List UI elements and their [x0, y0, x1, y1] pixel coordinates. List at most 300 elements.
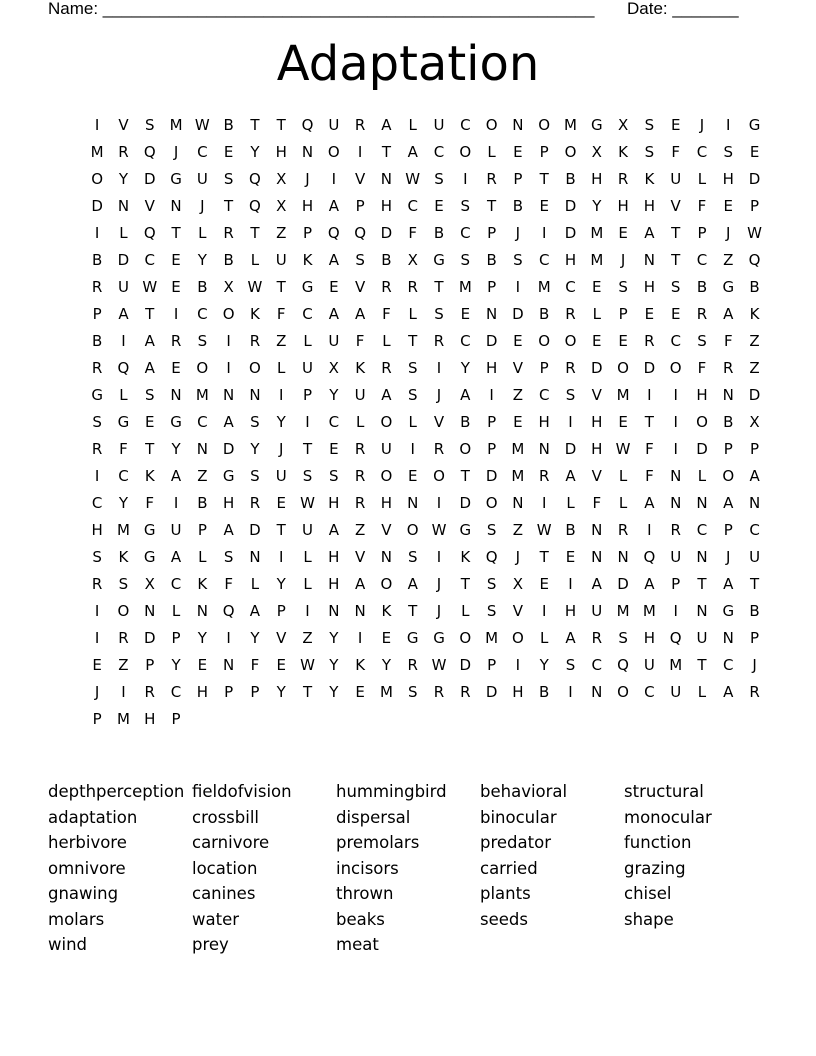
grid-letter: S	[618, 629, 628, 647]
grid-letter: L	[408, 305, 417, 323]
grid-letter: F	[697, 197, 707, 215]
grid-letter: H	[380, 197, 393, 215]
grid-letter: N	[301, 143, 314, 161]
grid-letter: S	[302, 467, 313, 485]
grid-letter: S	[144, 116, 155, 134]
grid-letter: K	[144, 467, 155, 485]
grid-letter: K	[618, 143, 628, 161]
grid-letter: O	[459, 143, 472, 161]
grid-letter: D	[564, 224, 577, 242]
grid-letter: X	[223, 278, 234, 296]
grid-letter: R	[644, 332, 655, 350]
grid-letter: S	[565, 656, 576, 674]
grid-letter: U	[591, 602, 603, 620]
grid-letter: S	[223, 170, 234, 188]
grid-letter: P	[197, 521, 207, 539]
grid-letter: I	[673, 602, 678, 620]
word-bank-item: seeds	[480, 909, 528, 929]
grid-letter: P	[276, 602, 286, 620]
grid-letter: T	[224, 197, 234, 215]
grid-letter: I	[568, 413, 573, 431]
grid-letter: I	[94, 602, 100, 620]
grid-letter: B	[433, 224, 445, 242]
grid-letter: E	[565, 548, 576, 566]
grid-letter: X	[512, 575, 524, 593]
grid-letter: P	[145, 656, 155, 674]
grid-letter: T	[171, 224, 181, 242]
grid-letter: A	[354, 575, 366, 593]
grid-letter: M	[511, 440, 525, 458]
grid-letter: O	[459, 440, 472, 458]
grid-letter: H	[643, 197, 656, 215]
grid-letter: G	[433, 629, 445, 647]
grid-letter: R	[749, 683, 760, 701]
grid-letter: V	[512, 602, 524, 620]
grid-letter: O	[249, 359, 261, 377]
grid-letter: S	[118, 575, 129, 593]
grid-letter: N	[380, 548, 393, 566]
word-bank-item: plants	[480, 884, 531, 903]
grid-letter: H	[591, 170, 603, 188]
grid-letter: T	[697, 575, 707, 593]
grid-letter: R	[354, 494, 366, 512]
grid-letter: M	[485, 629, 499, 647]
grid-letter: U	[749, 548, 761, 566]
grid-letter: C	[460, 224, 471, 242]
grid-letter: F	[250, 656, 260, 674]
grid-letter: B	[197, 494, 208, 512]
grid-letter: W	[194, 116, 210, 134]
grid-letter: Z	[723, 251, 734, 269]
grid-letter: H	[591, 413, 603, 431]
grid-letter: G	[222, 467, 235, 485]
grid-letter: I	[673, 440, 678, 458]
grid-letter: S	[144, 386, 155, 404]
grid-letter: C	[460, 116, 471, 134]
grid-letter: E	[670, 116, 681, 134]
grid-letter: D	[91, 197, 103, 215]
grid-letter: Y	[460, 359, 470, 377]
grid-letter: X	[407, 251, 418, 269]
grid-letter: I	[305, 413, 310, 431]
grid-letter: I	[647, 521, 652, 539]
word-bank-item: beaks	[336, 909, 385, 929]
grid-letter: C	[696, 143, 708, 161]
grid-letter: I	[94, 629, 100, 647]
grid-letter: S	[92, 548, 102, 566]
grid-letter: M	[642, 602, 656, 620]
grid-letter: O	[564, 143, 577, 161]
grid-letter: C	[170, 683, 182, 701]
grid-letter: C	[197, 305, 208, 323]
grid-letter: D	[485, 683, 498, 701]
grid-letter: T	[749, 575, 760, 593]
grid-letter: L	[540, 629, 549, 647]
grid-letter: N	[196, 602, 208, 620]
grid-letter: Q	[117, 359, 130, 377]
grid-letter: E	[539, 197, 549, 215]
grid-letter: K	[644, 170, 655, 188]
grid-letter: C	[644, 683, 655, 701]
grid-letter: S	[486, 521, 497, 539]
grid-letter: R	[538, 467, 550, 485]
grid-letter: Y	[276, 683, 286, 701]
grid-letter: Z	[749, 332, 760, 350]
grid-letter: B	[749, 278, 760, 296]
grid-letter: O	[538, 332, 551, 350]
grid-letter: Q	[643, 548, 656, 566]
grid-letter: I	[515, 656, 521, 674]
grid-letter: N	[591, 521, 603, 539]
grid-letter: R	[249, 332, 261, 350]
grid-letter: R	[407, 656, 418, 674]
grid-letter: O	[91, 170, 104, 188]
grid-letter: R	[433, 440, 445, 458]
grid-letter: D	[485, 467, 498, 485]
grid-letter: I	[331, 170, 337, 188]
grid-letter: Q	[327, 224, 340, 242]
grid-letter: I	[515, 278, 521, 296]
grid-letter: L	[119, 386, 128, 404]
grid-letter: E	[329, 278, 339, 296]
grid-letter: O	[459, 629, 472, 647]
grid-letter: A	[591, 575, 602, 593]
grid-letter: C	[328, 413, 340, 431]
grid-letter: A	[381, 116, 392, 134]
grid-letter: I	[410, 440, 415, 458]
grid-letter: H	[538, 413, 550, 431]
grid-letter: Q	[485, 548, 498, 566]
grid-letter: A	[118, 305, 129, 323]
word-bank-item: behavioral	[480, 782, 568, 801]
grid-letter: O	[406, 521, 419, 539]
grid-letter: A	[223, 413, 234, 431]
grid-letter: R	[460, 683, 471, 701]
grid-letter: S	[250, 413, 260, 431]
grid-letter: L	[408, 116, 417, 134]
word-bank-item: binocular	[480, 807, 557, 827]
grid-letter: T	[644, 413, 654, 431]
grid-letter: J	[200, 197, 205, 215]
grid-letter: G	[117, 413, 130, 431]
grid-letter: O	[327, 143, 340, 161]
grid-letter: F	[671, 143, 680, 161]
word-bank-item: predator	[480, 833, 551, 852]
grid-letter: I	[305, 602, 310, 620]
grid-letter: I	[541, 602, 547, 620]
grid-letter: A	[249, 602, 261, 620]
grid-letter: E	[381, 629, 392, 647]
grid-letter: A	[170, 467, 182, 485]
grid-letter: F	[382, 305, 391, 323]
word-bank-item: function	[624, 833, 692, 852]
grid-letter: H	[722, 170, 734, 188]
grid-letter: B	[723, 413, 734, 431]
grid-letter: S	[670, 278, 681, 296]
grid-letter: Y	[276, 413, 286, 431]
grid-letter: N	[223, 656, 235, 674]
grid-letter: Z	[512, 521, 524, 539]
grid-letter: O	[617, 683, 629, 701]
grid-letter: N	[117, 197, 130, 215]
grid-letter: T	[671, 224, 681, 242]
grid-letter: N	[696, 494, 708, 512]
grid-letter: P	[487, 440, 497, 458]
grid-letter: J	[726, 548, 731, 566]
grid-letter: N	[328, 602, 340, 620]
grid-letter: J	[436, 386, 442, 404]
grid-letter: U	[670, 170, 682, 188]
word-bank-item: herbivore	[48, 833, 127, 852]
grid-letter: N	[144, 602, 156, 620]
grid-letter: U	[302, 521, 314, 539]
grid-letter: S	[407, 386, 418, 404]
grid-letter: W	[747, 224, 762, 242]
grid-letter: N	[170, 386, 182, 404]
grid-letter: V	[381, 521, 392, 539]
grid-letter: E	[513, 143, 523, 161]
grid-letter: M	[616, 386, 630, 404]
grid-letter: K	[381, 602, 392, 620]
grid-letter: I	[94, 467, 100, 485]
grid-letter: O	[380, 467, 393, 485]
grid-letter: N	[696, 548, 708, 566]
grid-letter: S	[486, 575, 497, 593]
grid-letter: L	[355, 413, 365, 431]
grid-letter: V	[591, 386, 602, 404]
grid-letter: E	[171, 251, 181, 269]
grid-letter: E	[171, 278, 181, 296]
grid-letter: O	[564, 332, 577, 350]
grid-letter: X	[144, 575, 155, 593]
grid-letter: Y	[171, 656, 181, 674]
grid-letter: P	[618, 305, 628, 323]
grid-letter: B	[512, 197, 524, 215]
grid-letter: H	[301, 197, 314, 215]
grid-letter: E	[618, 332, 628, 350]
grid-letter: A	[223, 521, 234, 539]
grid-letter: B	[565, 521, 576, 539]
grid-letter: F	[592, 494, 602, 512]
grid-letter: D	[643, 359, 656, 377]
grid-letter: O	[669, 359, 682, 377]
grid-letter: L	[697, 170, 707, 188]
word-bank-item: incisors	[336, 858, 399, 878]
word-bank-item: chisel	[624, 884, 672, 903]
grid-letter: V	[433, 413, 445, 431]
grid-letter: I	[541, 224, 547, 242]
grid-letter: L	[277, 359, 286, 377]
grid-letter: L	[198, 548, 207, 566]
grid-letter: R	[223, 224, 234, 242]
grid-letter: N	[249, 386, 261, 404]
grid-letter: R	[433, 332, 445, 350]
grid-letter: K	[749, 305, 760, 323]
grid-letter: I	[279, 386, 284, 404]
grid-letter: J	[699, 116, 705, 134]
grid-letter: G	[301, 278, 314, 296]
grid-letter: L	[592, 305, 601, 323]
grid-letter: Y	[329, 629, 339, 647]
grid-letter: U	[170, 521, 182, 539]
grid-letter: L	[382, 332, 391, 350]
grid-letter: J	[620, 251, 626, 269]
grid-letter: F	[645, 440, 654, 458]
grid-letter: R	[486, 170, 497, 188]
grid-letter: Y	[118, 170, 129, 188]
grid-letter: P	[750, 629, 760, 647]
grid-letter: K	[250, 305, 260, 323]
grid-letter: A	[144, 332, 155, 350]
grid-letter: N	[485, 305, 498, 323]
grid-letter: R	[354, 440, 366, 458]
grid-letter: U	[275, 467, 287, 485]
grid-letter: D	[748, 170, 761, 188]
word-bank-item: wind	[48, 935, 88, 954]
grid-letter: Y	[329, 656, 339, 674]
grid-letter: E	[329, 440, 339, 458]
grid-letter: Y	[250, 629, 260, 647]
grid-letter: G	[170, 170, 182, 188]
grid-letter: M	[590, 224, 604, 242]
grid-letter: N	[512, 494, 524, 512]
grid-letter: Y	[250, 440, 260, 458]
grid-letter: C	[538, 251, 550, 269]
grid-letter: W	[536, 521, 552, 539]
grid-letter: O	[380, 413, 393, 431]
grid-letter: V	[591, 467, 602, 485]
grid-letter: L	[566, 494, 575, 512]
word-bank-item: adaptation	[48, 807, 138, 827]
grid-letter: N	[196, 440, 208, 458]
grid-letter: P	[750, 197, 760, 215]
grid-letter: Z	[276, 224, 287, 242]
grid-letter: E	[460, 305, 471, 323]
grid-letter: B	[749, 602, 760, 620]
grid-letter: N	[722, 386, 734, 404]
grid-letter: U	[196, 170, 208, 188]
grid-letter: R	[118, 143, 129, 161]
grid-letter: C	[197, 413, 208, 431]
grid-letter: I	[436, 494, 442, 512]
word-bank-item: prey	[192, 935, 229, 954]
grid-letter: A	[644, 494, 655, 512]
grid-letter: A	[407, 575, 418, 593]
grid-letter: E	[513, 413, 523, 431]
grid-letter: K	[355, 656, 366, 674]
grid-letter: I	[489, 386, 494, 404]
grid-letter: T	[145, 440, 155, 458]
grid-letter: R	[118, 629, 129, 647]
grid-letter: A	[644, 575, 655, 593]
word-bank-item: shape	[624, 909, 674, 929]
grid-letter: Q	[249, 170, 261, 188]
grid-letter: Y	[197, 629, 207, 647]
grid-letter: T	[671, 251, 681, 269]
grid-letter: E	[618, 413, 628, 431]
grid-letter: P	[723, 440, 733, 458]
grid-letter: P	[224, 683, 234, 701]
grid-letter: U	[670, 683, 682, 701]
grid-letter: L	[171, 602, 181, 620]
grid-letter: G	[170, 413, 182, 431]
grid-letter: S	[618, 278, 628, 296]
grid-letter: R	[591, 629, 602, 647]
grid-letter: T	[408, 332, 418, 350]
grid-letter: P	[171, 629, 181, 647]
grid-letter: X	[591, 143, 602, 161]
grid-letter: P	[539, 359, 549, 377]
grid-letter: Q	[143, 224, 156, 242]
grid-letter: Y	[381, 656, 391, 674]
grid-letter: C	[723, 656, 734, 674]
grid-letter: P	[513, 170, 523, 188]
grid-letter: H	[196, 683, 208, 701]
grid-letter: F	[408, 224, 418, 242]
grid-letter: D	[564, 440, 577, 458]
grid-letter: T	[302, 683, 313, 701]
grid-letter: U	[328, 116, 340, 134]
grid-letter: I	[357, 629, 363, 647]
grid-letter: S	[644, 116, 655, 134]
grid-letter: F	[224, 575, 233, 593]
grid-letter: N	[748, 494, 761, 512]
grid-letter: R	[249, 494, 261, 512]
grid-letter: O	[538, 116, 551, 134]
word-bank-item: premolars	[336, 833, 420, 852]
grid-letter: A	[328, 197, 339, 215]
grid-letter: I	[226, 332, 231, 350]
grid-letter: J	[726, 224, 731, 242]
word-bank-item: thrown	[336, 884, 394, 903]
grid-letter: U	[302, 359, 314, 377]
grid-letter: S	[460, 251, 471, 269]
grid-letter: I	[568, 575, 573, 593]
grid-letter: T	[276, 116, 286, 134]
grid-letter: F	[119, 440, 128, 458]
grid-letter: E	[592, 332, 602, 350]
grid-letter: S	[460, 197, 471, 215]
grid-letter: B	[460, 413, 471, 431]
word-bank-item: water	[192, 909, 240, 929]
grid-letter: E	[670, 305, 681, 323]
grid-letter: P	[487, 278, 497, 296]
grid-letter: T	[487, 197, 497, 215]
grid-letter: B	[92, 251, 103, 269]
grid-letter: F	[355, 332, 365, 350]
grid-letter: C	[144, 251, 155, 269]
grid-letter: A	[460, 386, 471, 404]
grid-letter: H	[564, 251, 577, 269]
grid-letter: A	[144, 359, 155, 377]
grid-letter: W	[431, 656, 447, 674]
grid-letter: J	[515, 548, 521, 566]
grid-letter: V	[354, 170, 366, 188]
grid-letter: S	[434, 305, 444, 323]
grid-letter: K	[460, 548, 471, 566]
grid-letter: S	[434, 170, 444, 188]
grid-letter: E	[434, 197, 444, 215]
grid-letter: O	[117, 602, 130, 620]
grid-letter: L	[461, 602, 470, 620]
grid-letter: O	[696, 413, 708, 431]
grid-letter: Z	[512, 386, 524, 404]
grid-letter: E	[355, 683, 365, 701]
word-bank-item: gnawing	[48, 884, 119, 903]
grid-letter: E	[276, 494, 286, 512]
grid-letter: J	[94, 683, 100, 701]
grid-letter: I	[541, 494, 547, 512]
